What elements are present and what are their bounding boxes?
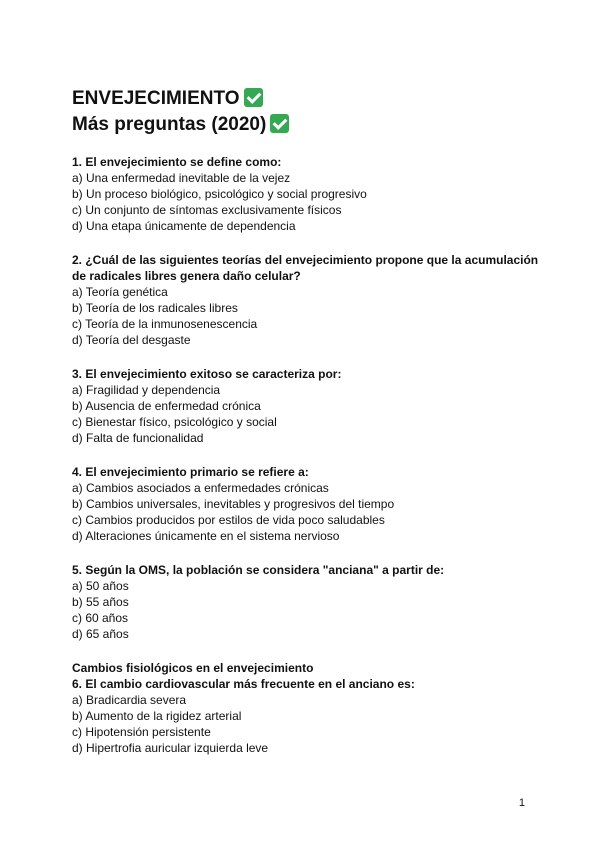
answer-option: c) Bienestar físico, psicológico y social (72, 415, 277, 429)
answer-option: d) 65 años (72, 627, 129, 641)
question-text: 6. El cambio cardiovascular más frecuente en el anciano es: (72, 677, 415, 691)
title-text-1: ENVEJECIMIENTO (72, 88, 240, 109)
check-mark-button-icon (244, 88, 263, 107)
answer-option: d) Falta de funcionalidad (72, 431, 204, 445)
question-3 (72, 366, 542, 446)
document-title-line-2 (72, 112, 542, 138)
question-1 (72, 154, 542, 234)
answer-option: b) Teoría de los radicales libres (72, 301, 238, 315)
answer-option: c) Cambios producidos por estilos de vida poco saludables (72, 513, 385, 527)
answer-option: a) Teoría genética (72, 285, 168, 299)
title-text-2: Más preguntas (2020) (72, 114, 267, 135)
answer-option: a) Una enfermedad inevitable de la vejez (72, 171, 291, 185)
question-4 (72, 464, 542, 544)
answer-option: d) Una etapa únicamente de dependencia (72, 219, 296, 233)
answer-option: b) Aumento de la rigidez arterial (72, 709, 242, 723)
answer-option: b) Ausencia de enfermedad crónica (72, 399, 261, 413)
question-text: 2. ¿Cuál de las siguientes teorías del envejecimiento propone que la acumulación de radicales libres genera daño celular? (72, 253, 539, 283)
section-heading: Cambios fisiológicos en el envejecimiento (72, 661, 314, 675)
answer-option: b) 55 años (72, 595, 129, 609)
answer-option: c) Un conjunto de síntomas exclusivamente físicos (72, 203, 342, 217)
answer-option: c) Teoría de la inmunosenescencia (72, 317, 258, 331)
question-list (72, 154, 542, 756)
document-title-line-1 (72, 86, 542, 112)
answer-option: d) Hipertrofia auricular izquierda leve (72, 741, 269, 755)
question-text: 4. El envejecimiento primario se refiere a: (72, 465, 309, 479)
answer-option: a) Bradicardia severa (72, 693, 187, 707)
answer-option: c) Hipotensión persistente (72, 725, 211, 739)
document-page (72, 86, 542, 774)
answer-option: d) Alteraciones únicamente en el sistema nervioso (72, 529, 340, 543)
page-number: 1 (518, 797, 525, 809)
answer-option: a) Fragilidad y dependencia (72, 383, 221, 397)
answer-option: a) Cambios asociados a enfermedades crónicas (72, 481, 329, 495)
answer-option: c) 60 años (72, 611, 129, 625)
answer-option: b) Un proceso biológico, psicológico y social progresivo (72, 187, 367, 201)
question-text: 1. El envejecimiento se define como: (72, 155, 282, 169)
question-text: 3. El envejecimiento exitoso se caracteriza por: (72, 367, 342, 381)
answer-option: d) Teoría del desgaste (72, 333, 191, 347)
question-6 (72, 660, 542, 756)
answer-option: b) Cambios universales, inevitables y progresivos del tiempo (72, 497, 395, 511)
question-5 (72, 562, 542, 642)
check-mark-button-icon (270, 114, 289, 133)
answer-option: a) 50 años (72, 579, 129, 593)
question-text: 5. Según la OMS, la población se considera "anciana" a partir de: (72, 563, 445, 577)
question-2 (72, 252, 542, 348)
